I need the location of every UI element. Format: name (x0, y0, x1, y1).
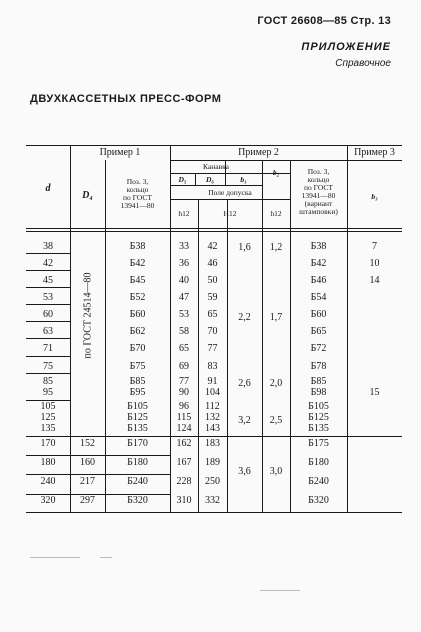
cell-D5: 65 (179, 343, 189, 354)
cell-D5: 167 (176, 457, 192, 468)
cell-ring1: Б62 (129, 326, 146, 337)
b1-value: 3,2 (238, 415, 251, 426)
cell-ring1: Б105 Б125 Б135 (127, 401, 148, 434)
row-sep (26, 455, 170, 456)
cell-D6: 332 (205, 495, 220, 506)
cell-D6: 183 (205, 438, 220, 449)
cell-ring1: Б240 (127, 476, 148, 487)
cell-D5: 40 (179, 275, 189, 286)
gost-vertical-label: по ГОСТ 24514—80 (82, 272, 94, 359)
cell-D5: 77 90 (179, 376, 189, 398)
row-sep (26, 321, 70, 322)
header-h12-a: h12 (178, 209, 190, 218)
cell-ring2: Б60 (310, 309, 327, 320)
cell-ring2: Б175 (308, 438, 329, 449)
cell-d: 180 (40, 457, 56, 468)
header-H12: H12 (223, 209, 237, 218)
cell-d: 170 (40, 438, 56, 449)
cell-ring1: Б75 (129, 361, 146, 372)
header-example-2: Пример 2 (238, 147, 279, 158)
cell-D6: 77 (207, 343, 218, 354)
header-h12-b: h12 (270, 209, 282, 218)
row-sep (26, 474, 170, 475)
cell-ring2: Б46 (310, 275, 327, 286)
header-D4: D₄ (82, 190, 93, 201)
scan-mark (100, 557, 112, 558)
table-bottom-rule (26, 512, 402, 513)
b1-value: 2,2 (238, 312, 251, 323)
row-sep (26, 338, 70, 339)
header-D6: D₆ (205, 175, 215, 184)
cell-D6: 91 104 (205, 376, 220, 398)
gost-header: ГОСТ 26608—85 Стр. 13 (257, 15, 391, 27)
table-top-rule (26, 145, 402, 146)
cell-ring2: Б65 (310, 326, 327, 337)
appendix-label: ПРИЛОЖЕНИЕ (301, 41, 391, 53)
cell-ring1: Б70 (129, 343, 146, 354)
table-head-bottom-2 (26, 231, 402, 232)
header-groove: Канавка (203, 162, 229, 171)
cell-d: 240 (40, 476, 56, 487)
cell-ring2: Б105 Б125 Б135 (308, 401, 329, 434)
header-example-1: Пример 1 (99, 147, 141, 158)
cell-D5: 36 (179, 258, 189, 269)
cell-ring1: Б60 (129, 309, 146, 320)
cell-ring1: Б320 (127, 495, 148, 506)
cell-D5: 228 (176, 476, 192, 487)
cell-d: 53 (43, 292, 53, 303)
cell-D5: 96 115 124 (176, 401, 192, 434)
row-sep (26, 304, 70, 305)
rule-ex2 (170, 160, 402, 161)
cell-ring1: Б38 (129, 241, 146, 252)
cell-D6: 83 (207, 361, 218, 372)
cell-D5: 162 (176, 438, 192, 449)
cell-ring2: Б85 Б98 (310, 376, 327, 398)
row-sep (26, 356, 70, 357)
header-b3: b₃ (371, 192, 378, 201)
cell-D5: 69 (179, 361, 189, 372)
cell-d: 71 (43, 343, 53, 354)
cell-D6: 70 (207, 326, 218, 337)
header-example-3: Пример 3 (354, 147, 395, 158)
b3-value: 15 (369, 387, 380, 398)
row-sep (26, 436, 402, 437)
b2-value: 3,0 (269, 466, 283, 477)
b1-value: 3,6 (238, 466, 251, 477)
cell-d: 45 (43, 275, 53, 286)
cell-ring1: Б180 (127, 457, 148, 468)
cell-D6: 59 (207, 292, 218, 303)
b2-value: 1,7 (269, 312, 283, 323)
cell-ring2: Б78 (310, 361, 327, 372)
cell-D6: 50 (207, 275, 218, 286)
cell-D6: 189 (205, 457, 220, 468)
header-pos1: Поз. 3, кольцо по ГОСТ 13941—80 (120, 177, 155, 210)
cell-D6: 65 (207, 309, 218, 320)
cell-ring1: Б42 (129, 258, 146, 269)
cell-b3: 10 (369, 258, 380, 269)
cell-d: 42 (43, 258, 53, 269)
cell-D4: 297 (80, 495, 95, 506)
scan-mark (260, 590, 300, 591)
cell-D5: 33 (179, 241, 189, 252)
cell-D5: 53 (179, 309, 189, 320)
cell-d: 320 (40, 495, 56, 506)
cell-ring1: Б52 (129, 292, 146, 303)
cell-d: 38 (43, 241, 53, 252)
cell-d: 105 125 135 (40, 401, 56, 434)
cell-ring1: Б85 Б95 (129, 376, 146, 398)
b1-value: 2,6 (238, 378, 251, 389)
row-sep (26, 270, 70, 271)
section-title: ДВУХКАССЕТНЫХ ПРЕСС-ФОРМ (30, 93, 222, 105)
scan-mark (30, 557, 80, 558)
cell-D5: 310 (176, 495, 192, 506)
cell-D6: 112 132 143 (205, 401, 220, 434)
reference-label: Справочное (335, 58, 391, 69)
cell-D4: 217 (80, 476, 95, 487)
cell-ring2: Б54 (310, 292, 327, 303)
header-b2: b₂ (272, 168, 280, 177)
header-b1: b₁ (240, 175, 247, 184)
header-pos2: Поз. 3, кольцо по ГОСТ 13941—80 (вариант штамповки) (299, 167, 338, 216)
cell-D4: 160 (80, 457, 95, 468)
cell-ring2: Б320 (308, 495, 329, 506)
rule-tolerance (170, 199, 290, 200)
b2-value: 2,0 (269, 378, 283, 389)
b2-value: 2,5 (269, 415, 283, 426)
b1-value: 1,6 (238, 242, 251, 253)
cell-ring2: Б42 (310, 258, 327, 269)
header-tolerance: Поле допуска (208, 188, 252, 197)
b2-value: 1,2 (269, 242, 283, 253)
row-sep (26, 373, 70, 374)
cell-d: 85 95 (43, 376, 53, 398)
cell-D5: 58 (179, 326, 189, 337)
row-sep (26, 253, 70, 254)
header-d: d (45, 183, 51, 194)
rule-syms (170, 185, 262, 186)
cell-D6: 250 (205, 476, 220, 487)
cell-D6: 46 (207, 258, 218, 269)
cell-D4: 152 (80, 438, 95, 449)
cell-ring1: Б170 (127, 438, 148, 449)
cell-ring2: Б72 (310, 343, 327, 354)
cell-ring2: Б240 (308, 476, 329, 487)
row-sep (26, 287, 70, 288)
cell-ring2: Б38 (310, 241, 327, 252)
cell-b3: 14 (369, 275, 380, 286)
cell-d: 63 (43, 326, 53, 337)
cell-ring1: Б45 (129, 275, 146, 286)
cell-d: 60 (43, 309, 53, 320)
cell-ring2: Б180 (308, 457, 329, 468)
cell-D5: 47 (179, 292, 189, 303)
table-head-bottom (26, 228, 402, 229)
cell-d: 75 (43, 361, 53, 372)
cell-D6: 42 (207, 241, 218, 252)
header-D5: D₅ (178, 175, 187, 184)
cell-b3: 7 (372, 241, 377, 252)
